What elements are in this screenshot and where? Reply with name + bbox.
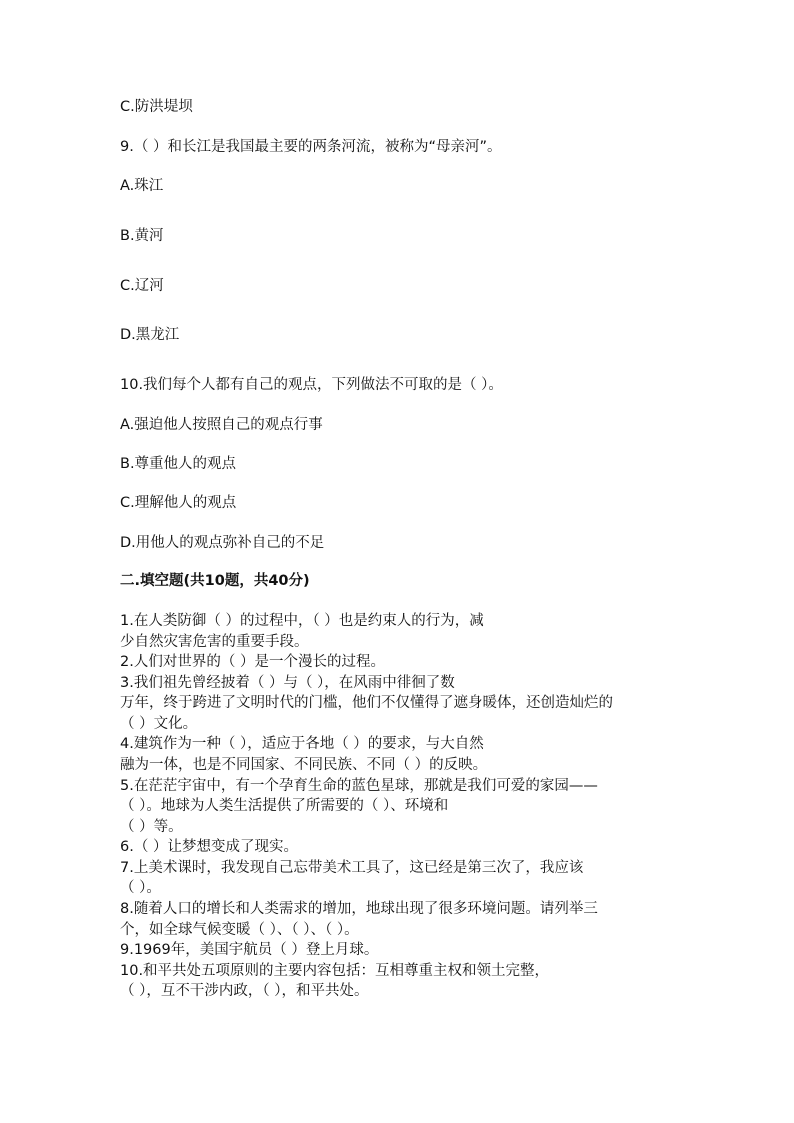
fill-line: 6.（ ）让梦想变成了现实。 [120, 839, 298, 855]
fill-line: 2.人们对世界的（ ）是一个漫长的过程。 [120, 654, 385, 670]
q9-option-a: A.珠江 [120, 178, 164, 194]
fill-line: 9.1969年，美国宇航员（ ）登上月球。 [120, 942, 379, 958]
section-heading: 二.填空题(共10题，共40分) [120, 573, 310, 589]
fill-line: 少自然灾害危害的重要手段。 [120, 634, 309, 650]
fill-line: 3.我们祖先曾经披着（ ）与（ ），在风雨中徘徊了数 [120, 675, 455, 691]
fill-line: 融为一体，也是不同国家、不同民族、不同（ ）的反映。 [120, 757, 488, 773]
fill-line: 10.和平共处五项原则的主要内容包括：互相尊重主权和领土完整， [120, 963, 550, 979]
q9-stem: 9.（ ）和长江是我国最主要的两条河流，被称为“母亲河”。 [120, 139, 502, 155]
fill-line: （ ）。地球为人类生活提供了所需要的（ ）、环境和 [120, 798, 449, 814]
q9-option-c: C.辽河 [120, 278, 164, 294]
fill-line: 个，如全球气候变暖（ ）、（ ）、（ ）。 [120, 922, 359, 938]
q8-option-c: C.防洪堤坝 [120, 99, 193, 115]
fill-line: 7.上美术课时，我发现自己忘带美术工具了，这已经是第三次了，我应该 [120, 860, 584, 876]
fill-line: 4.建筑作为一种（ ），适应于各地（ ）的要求，与大自然 [120, 736, 484, 752]
q9-option-b: B.黄河 [120, 228, 164, 244]
q10-option-d: D.用他人的观点弥补自己的不足 [120, 535, 325, 551]
fill-line: （ ），互不干涉内政，（ ），和平共处。 [120, 983, 369, 999]
fill-line: 1.在人类防御（ ）的过程中，（ ）也是约束人的行为，减 [120, 613, 484, 629]
q9-option-d: D.黑龙江 [120, 327, 180, 343]
q10-option-c: C.理解他人的观点 [120, 495, 237, 511]
q10-stem: 10.我们每个人都有自己的观点，下列做法不可取的是（ ）。 [120, 377, 503, 393]
q10-option-b: B.尊重他人的观点 [120, 456, 237, 472]
fill-line: （ ）。 [120, 880, 161, 896]
fill-line: 万年，终于跨进了文明时代的门槛，他们不仅懂得了遮身暖体，还创造灿烂的 [120, 695, 613, 711]
fill-line: （ ）等。 [120, 819, 183, 835]
fill-line: 5.在茫茫宇宙中，有一个孕育生命的蓝色星球，那就是我们可爱的家园—— [120, 778, 598, 794]
q10-option-a: A.强迫他人按照自己的观点行事 [120, 417, 323, 433]
fill-line: 8.随着人口的增长和人类需求的增加，地球出现了很多环境问题。请列举三 [120, 901, 598, 917]
fill-line: （ ）文化。 [120, 716, 198, 732]
